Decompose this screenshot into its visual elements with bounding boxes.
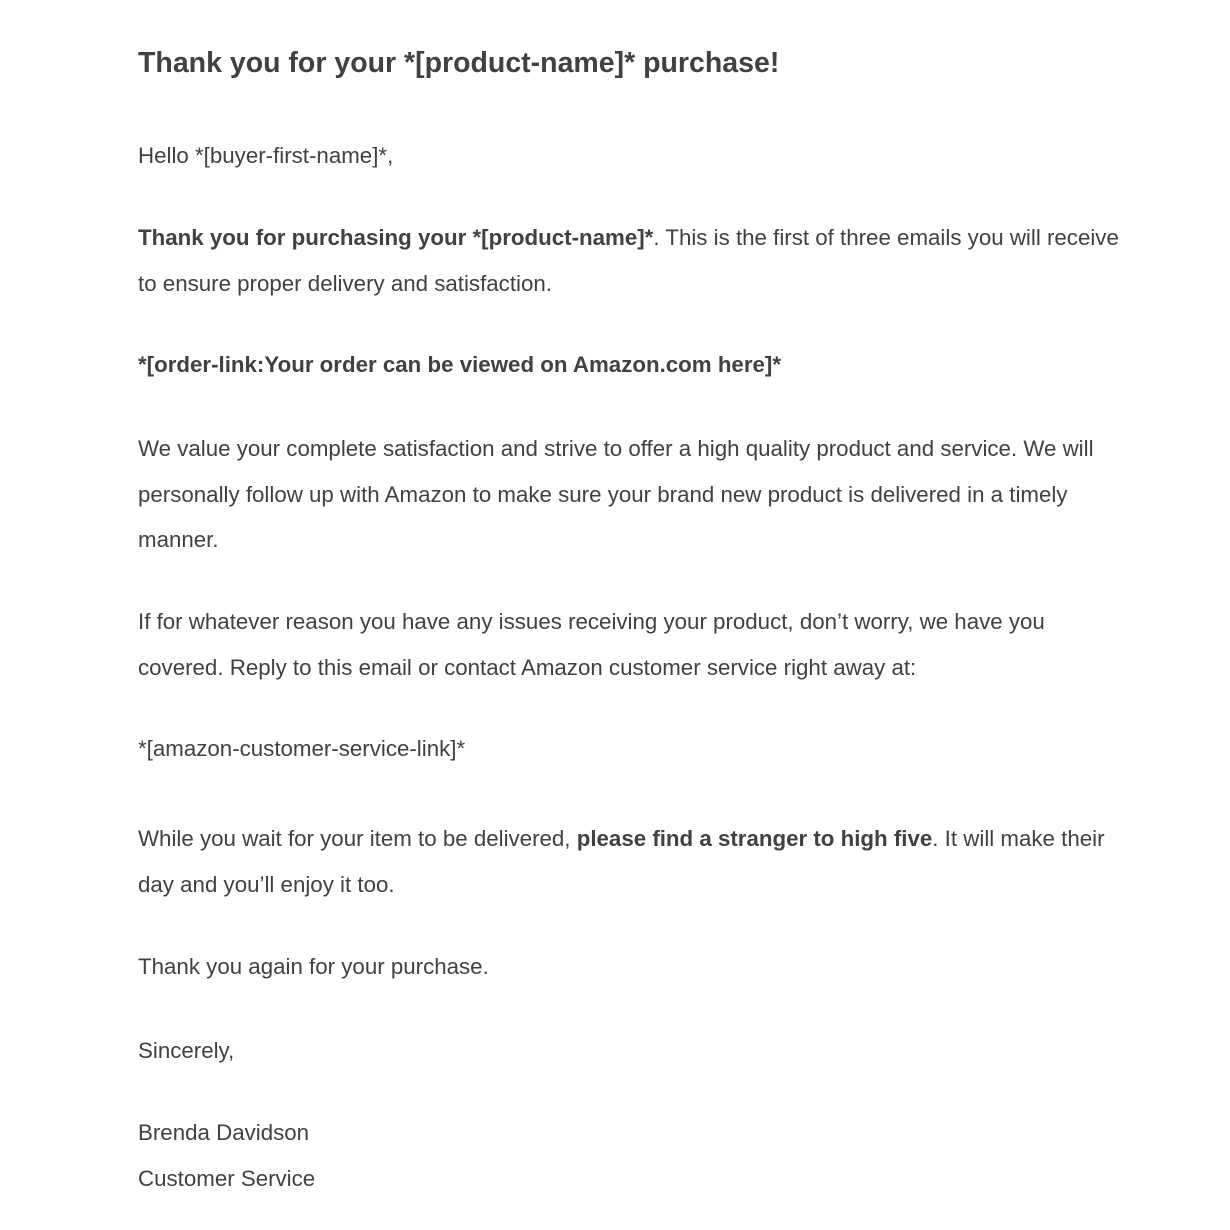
thanks-again: Thank you again for your purchase.	[138, 954, 489, 979]
signature-name: Brenda Davidson	[138, 1120, 310, 1145]
intro-paragraph	[138, 215, 1123, 306]
sign-off: Sincerely,	[138, 1038, 235, 1063]
email-title: Thank you for your *[product-name]* purchase!	[138, 47, 780, 79]
greeting: Hello *[buyer-first-name]*,	[138, 143, 394, 168]
intro-text: . This is the first of three emails you will receive to ensure proper delivery and satisfaction.	[138, 225, 1119, 296]
order-link-paragraph	[138, 342, 1123, 388]
issues-paragraph: If for whatever reason you have any issues receiving your product, don’t worry, we have you covered. Reply to this email or contact Amazon customer service right away at:	[138, 609, 1045, 680]
high-five-text-before: While you wait for your item to be delivered,	[138, 826, 577, 851]
satisfaction-paragraph: We value your complete satisfaction and strive to offer a high quality product and service. We will personally follow up with Amazon to make sure your brand new product is delivered in a timely manner.	[138, 436, 1094, 552]
order-link[interactable]: *[order-link:Your order can be viewed on Amazon.com here]*	[138, 352, 782, 377]
high-five-text-after: . It will make their day and you’ll enjoy it too.	[138, 826, 1105, 897]
intro-bold-text: Thank you for purchasing your *[product-name]*	[138, 225, 654, 250]
high-five-paragraph	[138, 816, 1123, 907]
signature-role: Customer Service	[138, 1166, 316, 1191]
customer-service-link[interactable]: *[amazon-customer-service-link]*	[138, 736, 466, 761]
high-five-bold-text: please find a stranger to high five	[576, 826, 933, 851]
